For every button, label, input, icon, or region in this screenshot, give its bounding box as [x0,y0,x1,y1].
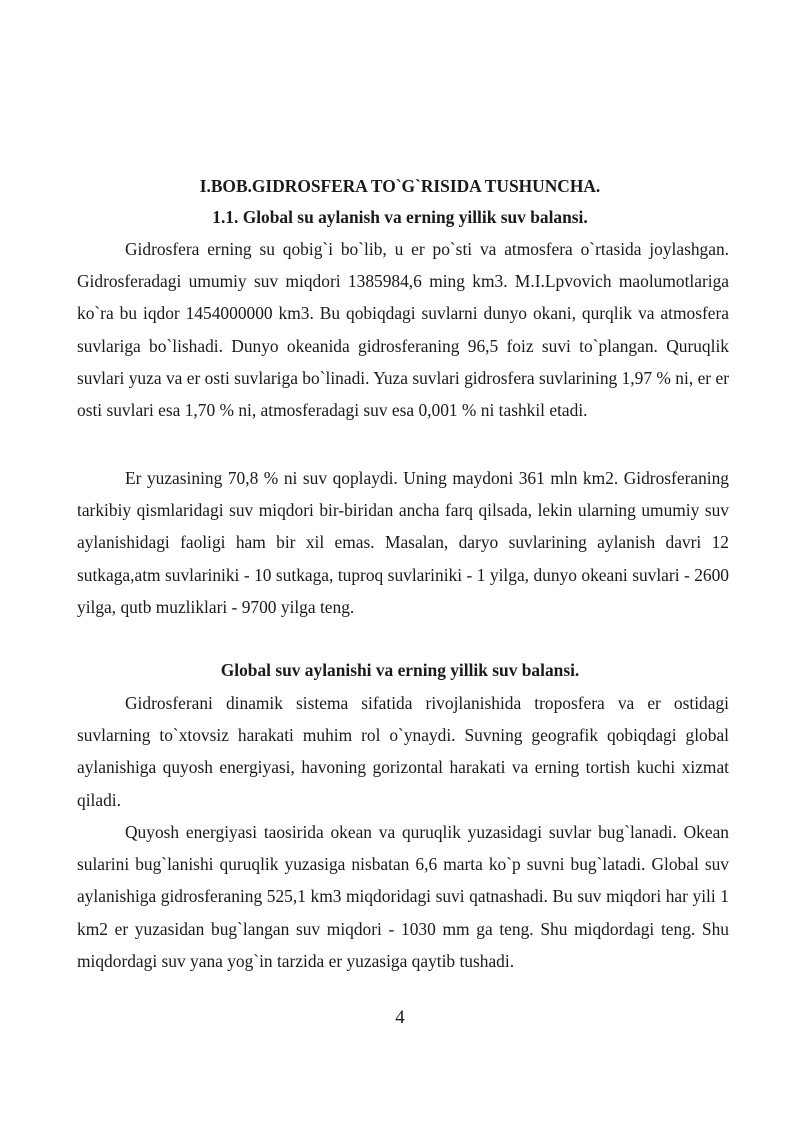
chapter-title: I.BOB.GIDROSFERA TO`G`RISIDA TUSHUNCHA. [199,176,601,196]
section-title: 1.1. Global su aylanish va erning yillik suv balansi. [212,207,588,227]
paragraph: Gidrosfera erning su qobig`i bo`lib, u er po`sti va atmosfera o`rtasida joylashgan. Gidrosferadagi umumiy suv miqdori 1385984,6 ming km3. M.I.Lpvovich maolumotlariga ko`ra bu iqdor 1454000000 km3. Bu qobiqdagi suvlarni dunyo okani, qurqlik va atmosfera suvlariga bo`lishadi. Dunyo okeanida gidrosferaning 96,5 foiz suvi to`plangan. Quruqlik suvlari yuza va er osti suvlariga bo`linadi. Yuza suvlari gidrosfera suvlarining 1,97 % ni, er er osti suvlari esa 1,70 % ni, atmosferadagi suv esa 0,001 % ni tashkil etadi. [77,239,729,421]
subsection-title: Global suv aylanishi va erning yillik suv balansi. [220,660,580,680]
page-number: 4 [395,1007,405,1028]
paragraph: Gidrosferani dinamik sistema sifatida rivojlanishida troposfera va er ostidagi suvlarning to`xtovsiz harakati muhim rol o`ynaydi. Suvning geografik qobiqdagi global aylanishiga quyosh energiyasi, havoning gorizontal harakati va erning tortish kuchi xizmat qiladi. [77,693,729,810]
paragraph: Er yuzasining 70,8 % ni suv qoplaydi. Uning maydoni 361 mln km2. Gidrosferaning tarkibiy qismlaridagi suv miqdori bir-biridan ancha farq qilsada, lekin ularning umumiy suv aylanishidagi faoligi ham bir xil emas. Masalan, daryo suvlarining aylanish davri 12 sutkaga,atm suvlariniki - 10 sutkaga, tuproq suvlariniki - 1 yilga, dunyo okeani suvlari - 2600 yilga, qutb muzliklari - 9700 yilga teng. [77,468,729,617]
paragraph: Quyosh energiyasi taosirida okean va quruqlik yuzasidagi suvlar bug`lanadi. Okean sularini bug`lanishi quruqlik yuzasiga nisbatan 6,6 marta ko`p suvni bug`latadi. Global suv aylanishiga gidrosferaning 525,1 km3 miqdoridagi suvi qatnashadi. Bu suv miqdori har yili 1 km2 er yuzasidan bug`langan suv miqdori - 1030 mm ga teng. Shu miqdordagi teng. Shu miqdordagi suv yana yog`in tarzida er yuzasiga qaytib tushadi. [77,822,729,971]
